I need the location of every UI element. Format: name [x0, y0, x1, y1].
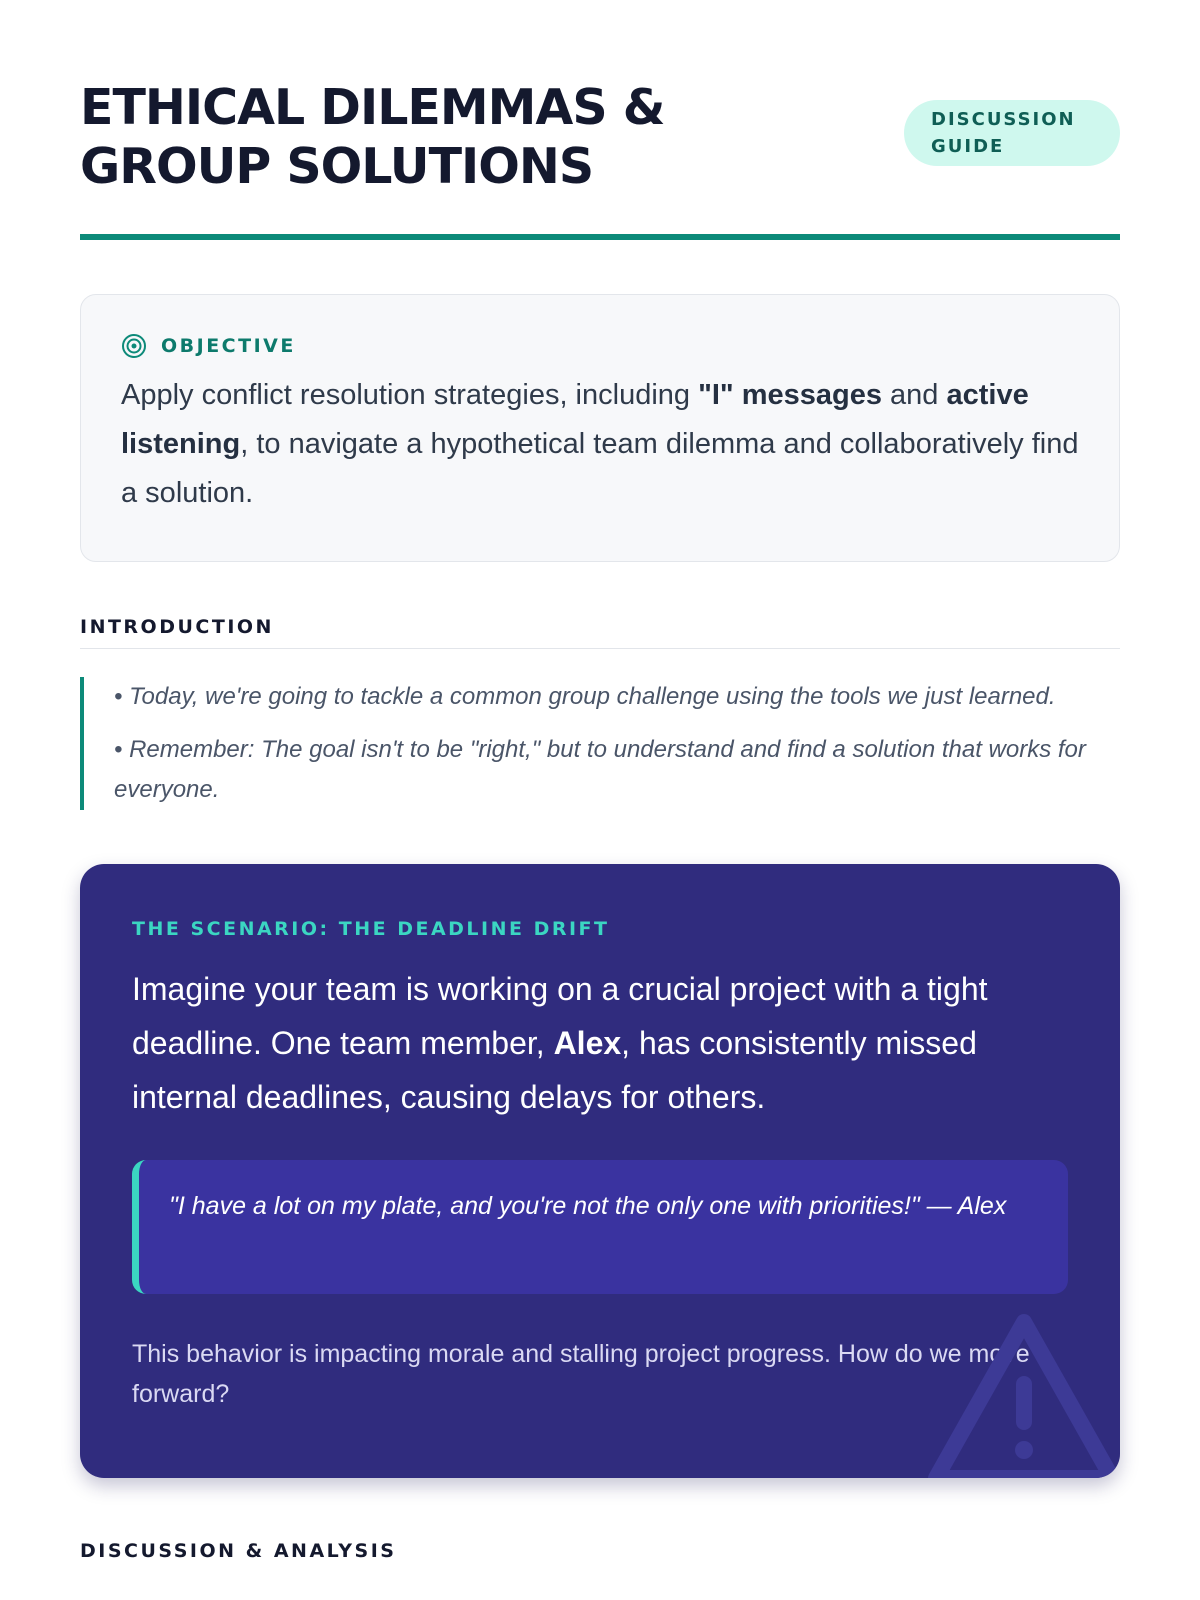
- objective-term-i-messages: "I" messages: [698, 379, 882, 411]
- scenario-body: [132, 962, 1042, 1124]
- warning-icon: [924, 1308, 1120, 1478]
- introduction-heading: INTRODUCTION: [80, 616, 1120, 649]
- page-header: [80, 0, 1120, 240]
- scenario-body-part1: Imagine your team is working on a crucial project with a tight deadline. One team member,: [132, 971, 988, 1061]
- scenario-card: [80, 864, 1120, 1478]
- discussion-analysis-heading: DISCUSSION & ANALYSIS: [80, 1540, 397, 1562]
- objective-label: OBJECTIVE: [161, 335, 296, 357]
- page-title: ETHICAL DILEMMAS & GROUP SOLUTIONS: [80, 79, 665, 195]
- objective-header: [121, 333, 1079, 359]
- scenario-footer: This behavior is impacting morale and stalling project progress. How do we move forward?: [132, 1340, 1030, 1408]
- introduction-list: [80, 677, 1120, 810]
- scenario-body-part2: , has consistently missed internal deadlines, causing delays for others.: [132, 1025, 977, 1115]
- scenario-quote: "I have a lot on my plate, and you're not the only one with priorities!" — Alex: [132, 1160, 1068, 1294]
- objective-text-part2: and: [881, 379, 947, 411]
- target-icon: [121, 333, 147, 359]
- objective-card: [80, 294, 1120, 562]
- objective-term-active-listening: active listening: [121, 379, 1029, 460]
- objective-text-part1: Apply conflict resolution strategies, including: [121, 379, 699, 411]
- introduction-item: • Remember: The goal isn't to be "right," but to understand and find a solution that works for everyone.: [114, 736, 1086, 803]
- scenario-person-name: Alex: [553, 1025, 622, 1061]
- scenario-label: THE SCENARIO: THE DEADLINE DRIFT: [132, 918, 610, 940]
- objective-text-part3: , to navigate a hypothetical team dilemma and collaboratively find a solution.: [121, 428, 1079, 509]
- objective-text: [121, 371, 1079, 518]
- discussion-guide-badge: DISCUSSION GUIDE: [904, 100, 1120, 166]
- introduction-item: • Today, we're going to tackle a common group challenge using the tools we just learned.: [114, 683, 1056, 710]
